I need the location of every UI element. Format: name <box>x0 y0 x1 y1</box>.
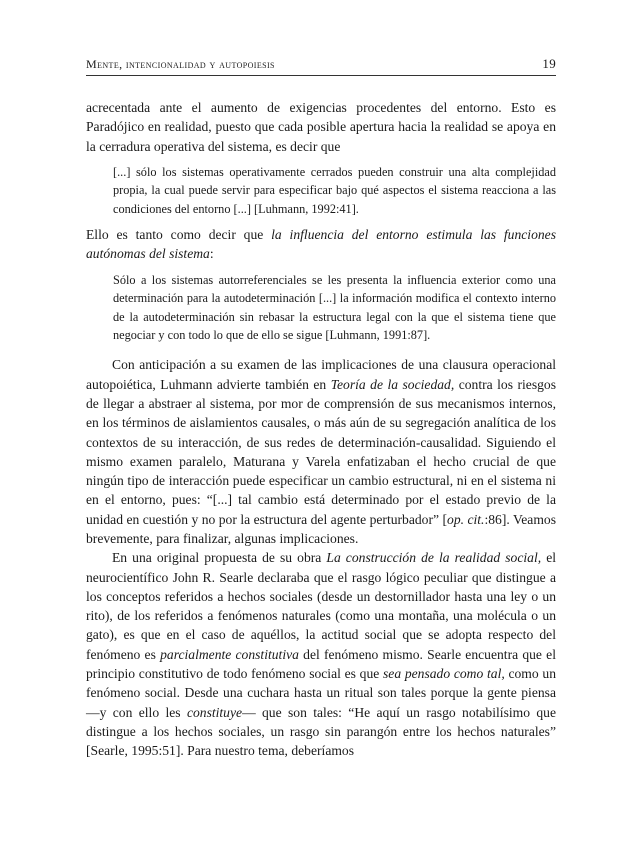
paragraph-4-text-c: el neurocientífico John R. Searle declaraba que el rasgo lógico peculiar que distingue a los conceptos referidos a hechos sociales (desde un destornillador hasta una ley o un rito), de los referidos a fenómenos naturales (como una montaña, una molécula o un gato), es que en el caso de aquéllos, la actitud social que se adopta respecto del fenómeno es <box>86 550 556 662</box>
page-body <box>86 98 556 761</box>
paragraph-2-emphasis: la influencia del entorno estimula las funciones autónomas del sistema <box>86 227 557 262</box>
running-title: Mente, intencionalidad y autopoiesis <box>86 57 275 71</box>
paragraph-2-colon: : <box>209 246 214 262</box>
block-quote-1 <box>113 163 556 218</box>
paragraph-3 <box>86 355 556 548</box>
paragraph-4 <box>86 548 556 760</box>
book-title-construccion: La construcción de la realidad social, <box>326 550 542 566</box>
block-quote-1-text: [...] sólo los sistemas operativamente cerrados pueden construir una alta complejidad propia, la cual puede servir para especificar bajo qué aspectos el sistema reacciona a las condiciones del entorno [...] [Luhmann, 1992:41]. <box>113 164 556 216</box>
paragraph-4-text-g: como un fenómeno social. Desde una cuchara hasta un ritual son tales porque la gente piensa —y con ello les <box>86 666 556 720</box>
paragraph-3-text-a: Con anticipación a su examen de las implicaciones de una clausura operacional autopoiética, Luhmann advierte también en <box>86 357 556 392</box>
paragraph-3-text-c: contra los riesgos de llegar a abstraer al sistema, por mor de comprensión de sus mecanismos internos, en los términos de aislamientos causales, o más aún de su segregación analítica de los contextos de su interacción, de sus redes de determinación-causalidad. Siguiendo el mismo examen paralelo, Maturana y Varela enfatizaban el hecho crucial de que ningún tipo de interacción puede especificar un cambio estructural, ni en el sistema ni en el entorno, pues: “[...] tal cambio está determinado por el estado previo de la unidad en cuestión y no por la estructura del agente perturbador” [ <box>86 376 557 527</box>
emphasis-sea-pensado: sea pensado como tal, <box>383 666 505 682</box>
paragraph-4-text-i: — que son tales: “He aquí un rasgo notabilísimo que distingue a los hechos sociales, un rasgo sin parangón entre los hechos naturales” [Searle, 1995:51]. Para nuestro tema, deberíamos <box>86 704 556 759</box>
paragraph-4-text-a: En una original propuesta de su obra <box>112 550 327 566</box>
running-header <box>86 56 556 72</box>
paragraph-4-text-e: del fenómeno mismo. Searle encuentra que el principio constitutivo de todo fenómeno social es que <box>86 646 556 682</box>
emphasis-parcialmente: parcialmente constitutiva <box>160 646 299 662</box>
paragraph-3-text-e: :86]. Veamos brevemente, para finalizar, algunas implicaciones. <box>86 511 556 546</box>
page-number: 19 <box>542 56 556 71</box>
block-quote-2-text: Sólo a los sistemas autorreferenciales se les presenta la influencia exterior como una determinación para la autodeterminación [...] la información modifica el contexto interno de la autodeterminación sin rebasar la estructura legal con la que el sistema tiene que negociar y con todo lo que de ello se sigue [Luhmann, 1991:87]. <box>113 272 556 342</box>
block-quote-2 <box>113 271 556 345</box>
header-rule <box>86 75 556 76</box>
paragraph-2 <box>86 225 556 264</box>
op-cit: op. cit. <box>447 511 485 527</box>
emphasis-constituye: constituye <box>186 704 243 720</box>
book-title-teoria: Teoría de la sociedad, <box>330 376 455 392</box>
paragraph-2-text: Ello es tanto como decir que <box>86 227 272 243</box>
paragraph-1: acrecentada ante el aumento de exigencias procedentes del entorno. Esto es Paradójico en realidad, puesto que cada posible apertura hacia la realidad se apoya en la cerradura operativa del sistema, es decir que <box>86 100 556 154</box>
